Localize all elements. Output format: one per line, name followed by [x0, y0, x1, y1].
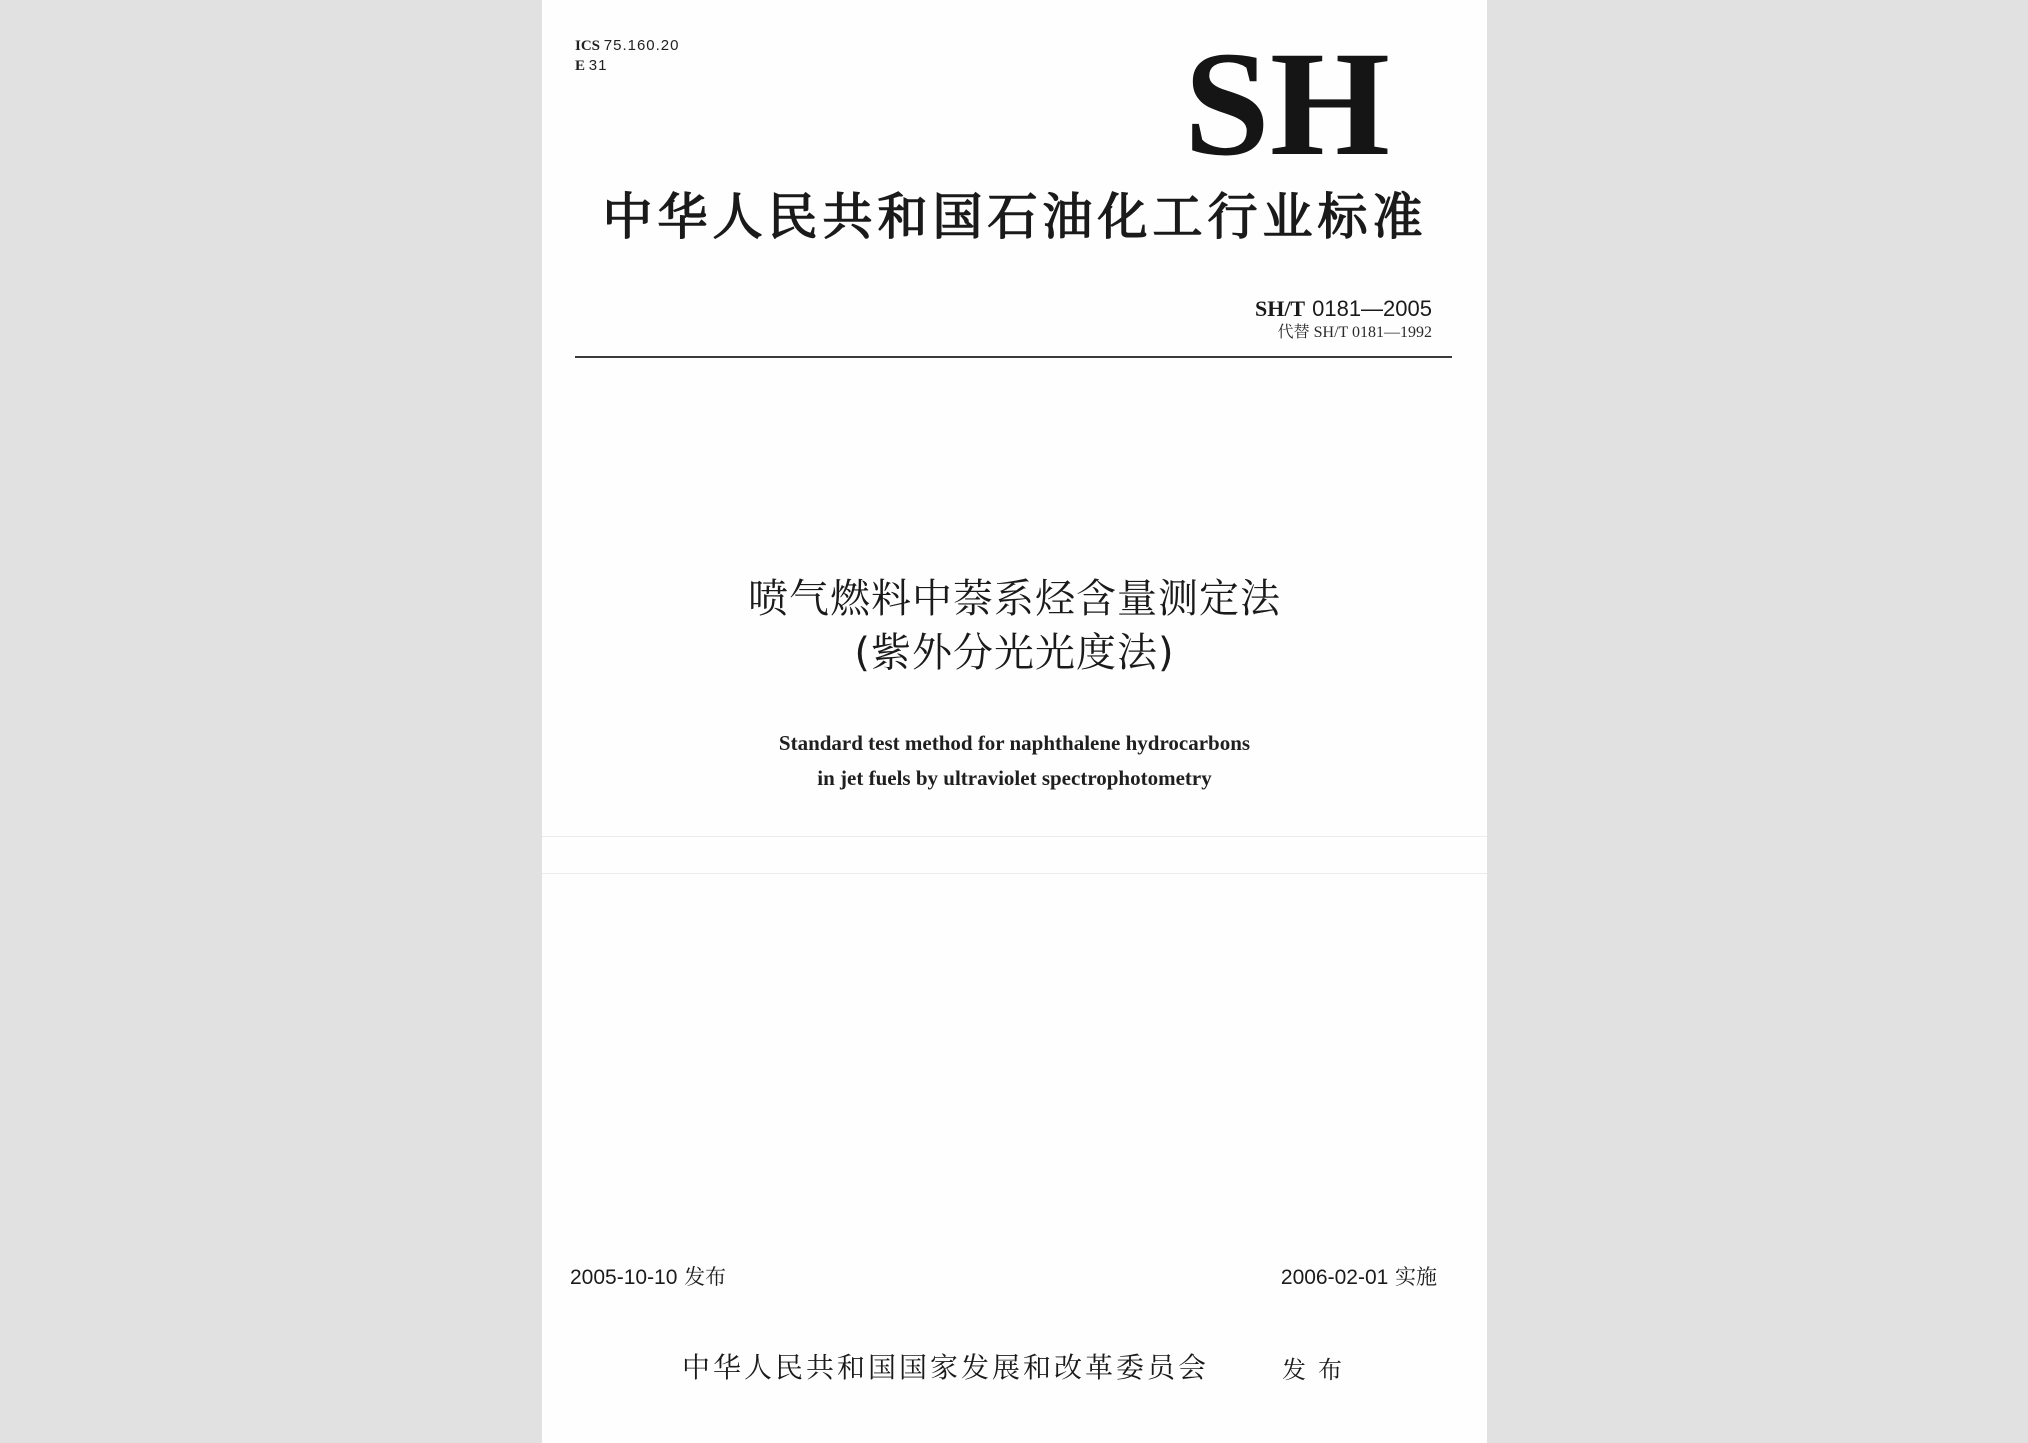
issue-date-block [570, 1262, 726, 1293]
scan-artifact-line [542, 836, 1487, 837]
classification-codes [575, 36, 680, 76]
class-label: E [575, 58, 586, 74]
implement-word: 实施 [1395, 1265, 1437, 1289]
ics-code: 75.160.20 [603, 37, 680, 54]
sh-logo-text: SH [1184, 26, 1390, 176]
replaces-note: 代替 SH/T 0181—1992 [1277, 324, 1432, 341]
title-chinese [542, 572, 1487, 680]
ics-line [575, 36, 680, 56]
issuing-action: 发布 [1282, 1356, 1354, 1384]
class-code: 31 [588, 57, 608, 74]
class-line [575, 56, 680, 76]
sh-logo [1172, 26, 1402, 176]
title-chinese-line1: 喷气燃料中萘系烃含量测定法 [748, 576, 1281, 622]
standard-type-heading: 中华人民共和国石油化工行业标准 [602, 188, 1428, 246]
implement-date: 2006-02-01 [1280, 1266, 1389, 1289]
standard-number-block [1255, 296, 1432, 343]
issue-word: 发布 [684, 1265, 727, 1289]
title-chinese-line2: (紫外分光光度法) [854, 630, 1175, 676]
title-english-line2: in jet fuels by ultraviolet spectrophotometry [817, 766, 1212, 790]
document-page [542, 0, 1487, 1443]
scan-artifact-line [542, 873, 1487, 874]
ics-label: ICS [575, 38, 601, 54]
title-english-line1: Standard test method for naphthalene hydrocarbons [778, 731, 1251, 755]
issuing-authority: 中华人民共和国国家发展和改革委员会 [682, 1351, 1210, 1384]
standard-number: 0181—2005 [1312, 296, 1432, 321]
standard-code [1255, 296, 1432, 323]
implement-date-block [1281, 1262, 1437, 1293]
issue-date: 2005-10-10 [570, 1266, 678, 1289]
header-divider [575, 356, 1452, 358]
title-english [542, 726, 1487, 796]
standard-prefix: SH/T [1254, 296, 1306, 321]
